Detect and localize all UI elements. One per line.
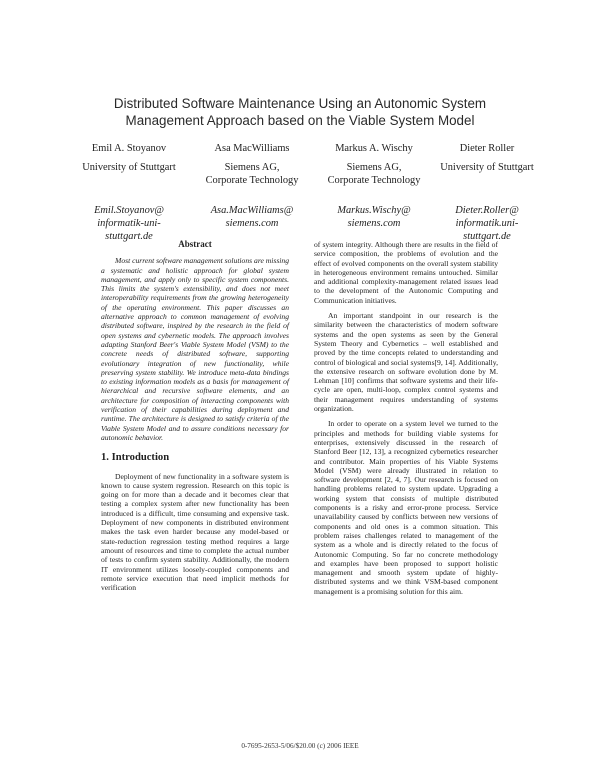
left-column — [101, 240, 289, 592]
paper-title-line-2: Management Approach based on the Viable System Model — [125, 113, 475, 128]
author-name: Dieter Roller — [459, 143, 515, 154]
paper-title-line-1: Distributed Software Maintenance Using an Autonomic System — [113, 96, 487, 111]
author-affiliation: Siemens AG, Corporate Technology — [327, 162, 421, 186]
author-name: Markus A. Wischy — [335, 143, 413, 154]
author-name: Asa MacWilliams — [214, 143, 290, 154]
abstract-text: Most current software management solutions are missing a systematic and holistic approach for global system management, and apply only to specific system components. This limits the system's extensibility, and does not meet interoperability requirements from the growing heterogeneity of the operating environment. This paper discusses an alternative approach to common management of evolving distributed software, inspired by the research in the field of open systems and cybernetic models. The approach involves adapting Stanford Beer's Viable System Model (VSM) to the concrete needs of distributed software, supporting evolutionary integration of new functionality, while preserving system stability. We introduce meta-data bindings to existing information models as a basis for management of hierarchical and recursive software elements, and an architecture for composition of interacting components with verification of their capabilities during deployment and runtime. The architecture is designed to satisfy criteria of the Viable System Model and to assure conditions necessary for autonomic behavior. — [101, 256, 289, 442]
right-column — [314, 240, 498, 596]
author-4 — [427, 142, 547, 243]
author-email: Asa.MacWilliams@ siemens.com — [210, 205, 294, 229]
body-paragraph: In order to operate on a system level we turned to the principles and methods for building viable systems for enterprises, extensively discussed in the research of Stanford Beer [12, 13], a recognized cybernetics researcher and contributor. Main properties of his Viable Systems Model (VSM) were already illustrated in relation to software development [2, 4, 7]. Our research is focused on handling problems related to system update. Upgrading a working system that consists of multiple distributed components is a risky and error-prone process. Service unavailability caused by conflicts between new versions of components and old ones is a common situation. This problem raises challenges related to management of the system as a whole and is directly related to the focus of Autonomic Computing. So far no concrete methodology and examples have been proposed to support holistic management and smooth system update of highly-distributed systems and we think VSM-based component management is a promising solution for this aim. — [314, 419, 498, 596]
author-2 — [192, 142, 312, 230]
author-email: Markus.Wischy@ siemens.com — [337, 205, 411, 229]
section-heading-introduction: 1. Introduction — [101, 452, 170, 464]
author-affiliation: University of Stuttgart — [82, 162, 176, 173]
author-affiliation: University of Stuttgart — [440, 162, 534, 173]
body-paragraph: of system integrity. Although there are results in the field of service composition, the problems of evolution and the effect of evolved components on the overall system stability in heterogeneous environment remains untouched. Similar and additional complexity-management related issues lead to the development of the Autonomic Computing and Communication initiatives. — [314, 240, 498, 305]
body-paragraph: Deployment of new functionality in a software system is known to cause system regression. Research on this topic is going on for more than a decade and it becomes clear that testing a complex system after new functionality has been introduced is a difficult, time consuming and expensive task. Deployment of new components in distributed environment makes the task even harder because any model-based or state-reduction regression testing method requires a large amount of resources and time to complete the actual number of tests to confirm system stability. Additionally, the modern IT environment utilizes loosely-coupled components and remote service execution that need implicit methods for verification — [101, 471, 289, 593]
abstract-heading: Abstract — [178, 239, 212, 249]
paper-title — [70, 95, 530, 129]
author-name: Emil A. Stoyanov — [91, 143, 167, 154]
body-paragraph: An important standpoint in our research is the similarity between the characteristics of modern software systems and the open systems as seen by the General System Theory and Cybernetics – well established and proved by the time concepts related to understanding and control of biological and social systems[9, 14]. Additionally, the extensive research on software evolution done by M. Lehman [10] confirms that software systems and their life-cycle are open, multi-loop, complex control systems and their management requires understanding of systems organization. — [314, 311, 498, 414]
author-email: Emil.Stoyanov@ informatik-uni- stuttgart.de — [94, 205, 164, 242]
abstract — [101, 240, 289, 442]
author-1 — [74, 142, 184, 243]
author-affiliation: Siemens AG, Corporate Technology — [205, 162, 299, 186]
author-email: Dieter.Roller@ informatik.uni- stuttgart.de — [455, 205, 519, 242]
copyright-footer: 0-7695-2653-5/06/$20.00 (c) 2006 IEEE — [241, 742, 359, 750]
author-3 — [314, 142, 434, 230]
